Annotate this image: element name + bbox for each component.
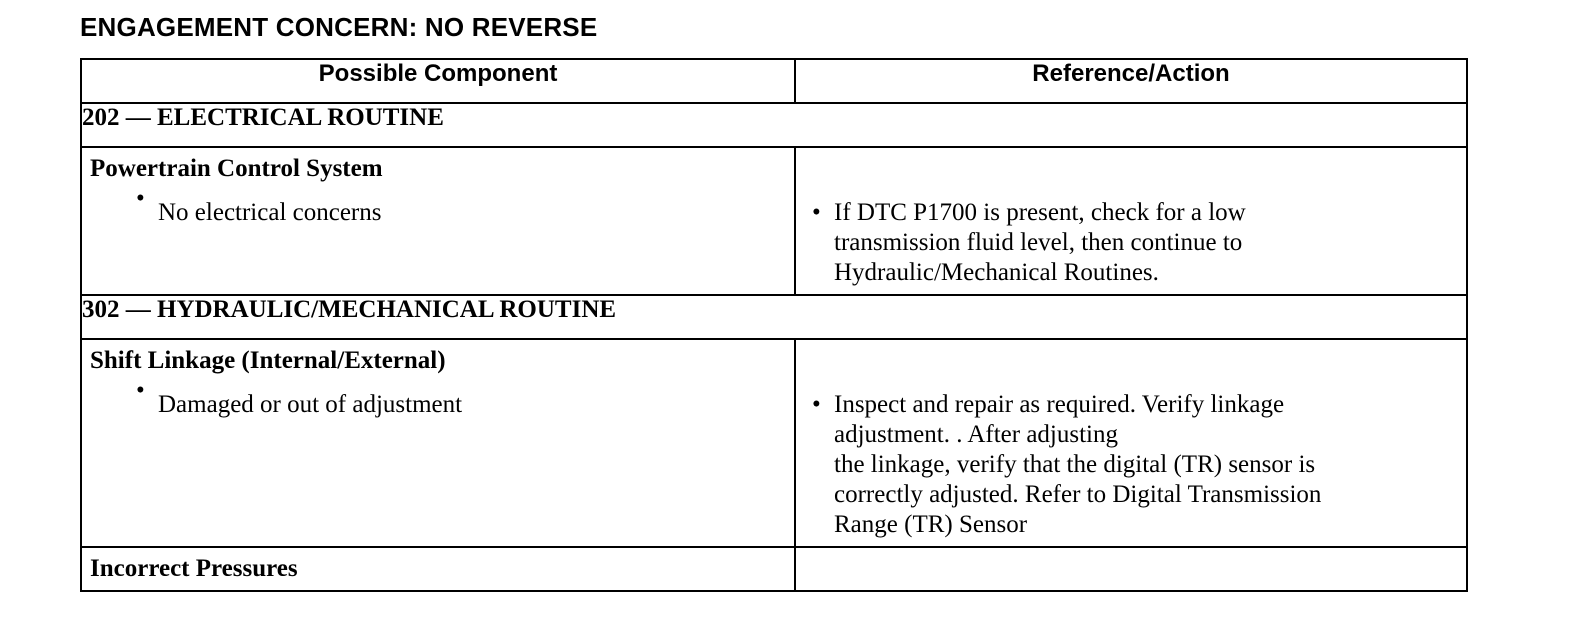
component-item: • Damaged or out of adjustment — [82, 376, 794, 420]
component-name: Powertrain Control System — [90, 155, 383, 182]
action-bullet — [796, 340, 1466, 546]
action-line: correctly adjusted. Refer to Digital Transmission — [834, 481, 1322, 508]
component-item-text: Damaged or out of adjustment — [158, 391, 463, 418]
action-line: Inspect and repair as required. Verify linkage — [834, 391, 1285, 418]
component-cell — [81, 147, 795, 295]
section-row-hydraulic — [81, 295, 1467, 339]
table-row — [81, 339, 1467, 547]
column-header-reference-action: Reference/Action — [795, 59, 1467, 103]
component-item: • No electrical concerns — [82, 184, 794, 228]
action-bullet — [796, 148, 1466, 294]
action-line: Range (TR) Sensor — [834, 511, 1028, 538]
action-line: the linkage, verify that the digital (TR) sensor is — [834, 451, 1316, 478]
section-heading-electrical-routine: 202 — ELECTRICAL ROUTINE — [81, 103, 1467, 147]
component-name: Incorrect Pressures — [90, 555, 298, 582]
component-cell — [81, 547, 795, 591]
component-name: Shift Linkage (Internal/External) — [90, 347, 446, 374]
action-line: adjustment. . After adjusting — [834, 421, 1118, 448]
component-cell — [81, 339, 795, 547]
section-heading-hydraulic-mechanical-routine: 302 — HYDRAULIC/MECHANICAL ROUTINE — [81, 295, 1467, 339]
table-header-row — [81, 59, 1467, 103]
action-cell — [795, 147, 1467, 295]
action-line: If DTC P1700 is present, check for a low — [834, 199, 1246, 226]
table-row — [81, 547, 1467, 591]
component-item-text: No electrical concerns — [158, 199, 382, 226]
action-cell — [795, 339, 1467, 547]
section-row-electrical — [81, 103, 1467, 147]
action-line: Hydraulic/Mechanical Routines. — [834, 259, 1159, 286]
column-header-possible-component: Possible Component — [81, 59, 795, 103]
page-title: ENGAGEMENT CONCERN: NO REVERSE — [80, 12, 598, 42]
diagnostic-table — [80, 58, 1468, 592]
bullet-icon: • — [812, 199, 821, 226]
bullet-icon: • — [812, 391, 821, 418]
action-cell — [795, 547, 1467, 591]
action-line: transmission fluid level, then continue to — [834, 229, 1243, 256]
table-row — [81, 147, 1467, 295]
